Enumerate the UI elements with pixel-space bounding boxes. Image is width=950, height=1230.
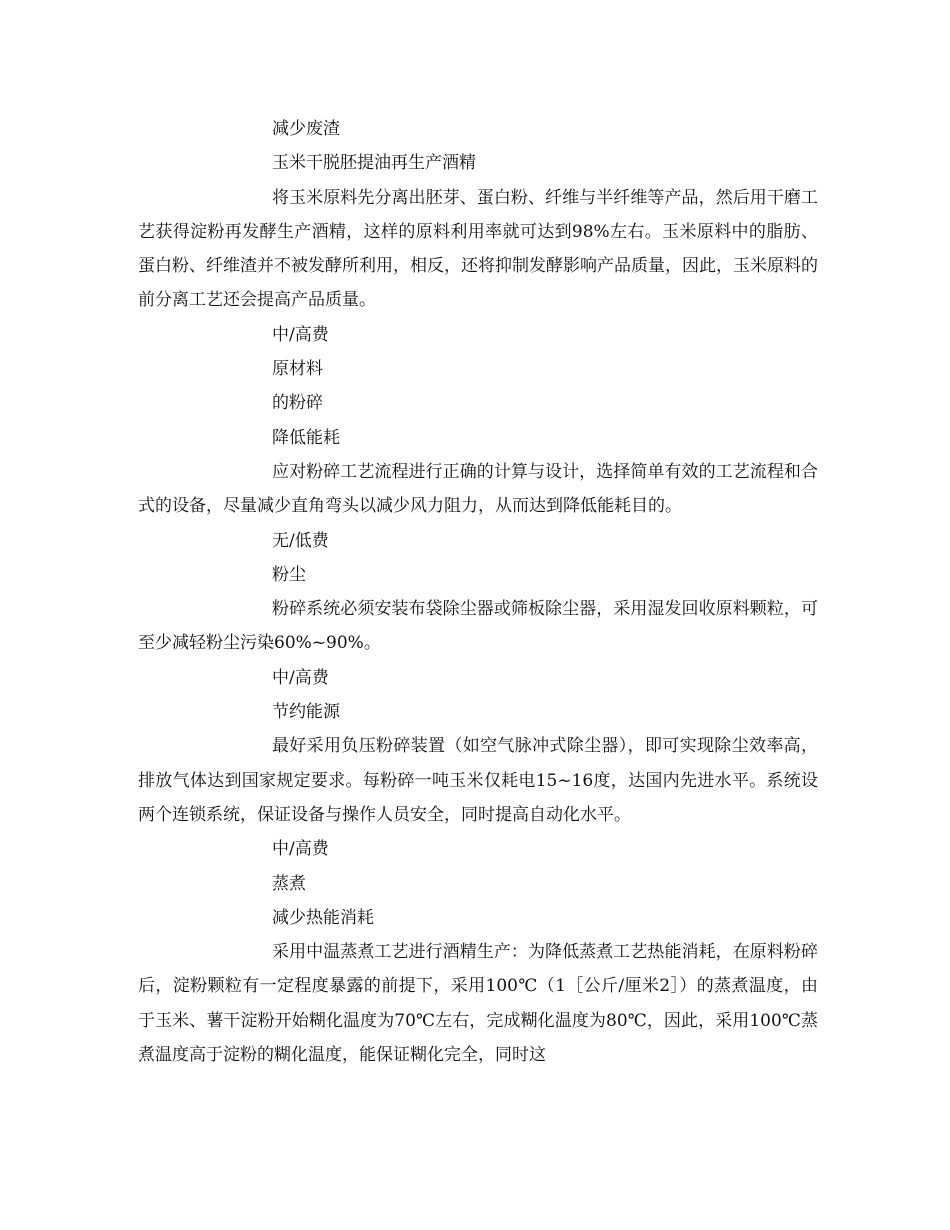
paragraph-13: 节约能源 (272, 702, 340, 723)
paragraph-12: 中/高费 (272, 667, 329, 688)
paragraph-9: 无/低费 (272, 530, 329, 551)
paragraph-4: 中/高费 (272, 324, 329, 345)
paragraph-16: 蒸煮 (272, 873, 306, 894)
paragraph-7: 降低能耗 (272, 427, 340, 448)
paragraph-8: 应对粉碎工艺流程进行正确的计算与设计，选择简单有效的工艺流程和合式的设备，尽量减少直角弯头以减少风力阻力，从而达到降低能耗目的。 (138, 461, 818, 517)
paragraph-11: 粉碎系统必须安装布袋除尘器或筛板除尘器，采用湿发回收原料颗粒，可至少减轻粉尘污染60%~90%。 (138, 599, 818, 654)
paragraph-17: 减少热能消耗 (272, 907, 374, 928)
paragraph-6: 的粉碎 (272, 393, 323, 414)
paragraph-10: 粉尘 (272, 564, 306, 585)
paragraph-3: 将玉米原料先分离出胚芽、蛋白粉、纤维与半纤维等产品，然后用干磨工艺获得淀粉再发酵生产酒精，这样的原料利用率就可达到98%左右。玉米原料中的脂肪、蛋白粉、纤维渣并不被发酵所利用，相反，还将抑制发酵影响产品质量，因此，玉米原料的前分离工艺还会提高产品质量。 (138, 187, 818, 311)
paragraph-18: 采用中温蒸煮工艺进行酒精生产：为降低蒸煮工艺热能消耗，在原料粉碎后，淀粉颗粒有一定程度暴露的前提下，采用100℃（1［公斤/厘米2］）的蒸煮温度，由于玉米、薯干淀粉开始糊化温度为70℃左右，完成糊化温度为80℃，因此，采用100℃蒸煮温度高于淀粉的糊化温度，能保证糊化完全，同时这 (138, 942, 818, 1066)
paragraph-15: 中/高费 (272, 839, 329, 860)
paragraph-5: 原材料 (272, 359, 323, 380)
document-body (138, 112, 818, 1072)
paragraph-1: 减少废渣 (272, 119, 340, 139)
paragraph-14: 最好采用负压粉碎装置（如空气脉冲式除尘器），即可实现除尘效率高，排放气体达到国家规定要求。每粉碎一吨玉米仅耗电15~16度，达国内先进水平。系统设两个连锁系统，保证设备与操作人员安全，同时提高自动化水平。 (138, 736, 818, 825)
paragraph-2: 玉米干脱胚提油再生产酒精 (272, 153, 476, 174)
